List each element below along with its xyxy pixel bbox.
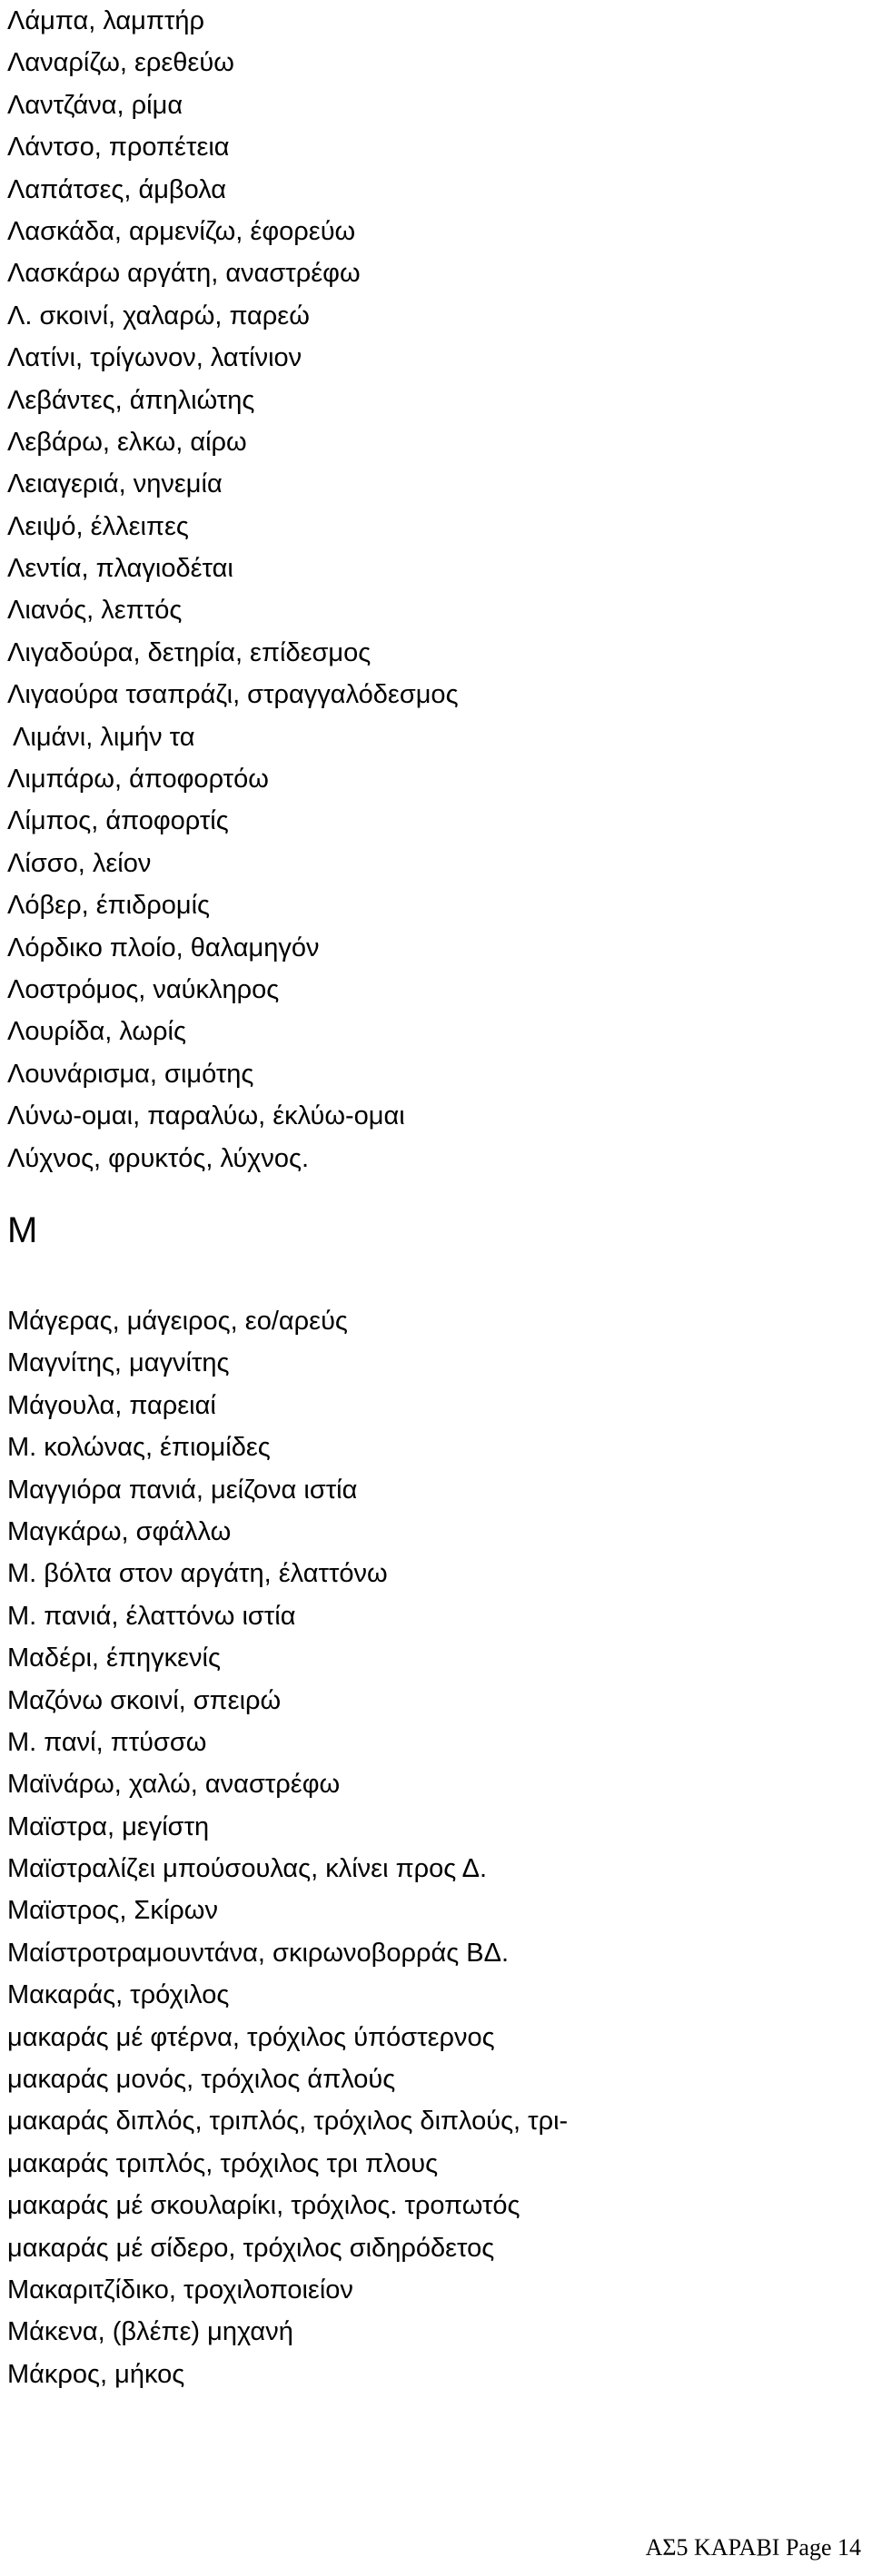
glossary-entry: μακαράς μέ σκουλαρίκι, τρόχιλος. τροπωτός xyxy=(7,2191,520,2221)
glossary-entry: μακαράς διπλός, τριπλός, τρόχιλος διπλούς, τρι- xyxy=(7,2107,569,2137)
glossary-entry: Μαγγιόρα πανιά, μείζονα ιστία xyxy=(7,1475,358,1505)
glossary-entry: Λουρίδα, λωρίς xyxy=(7,1017,186,1047)
glossary-entry: Λόρδικο πλοίο, θαλαμηγόν xyxy=(7,933,320,962)
glossary-entry: Λίσσο, λείον xyxy=(7,848,152,878)
glossary-entry: Μακαράς, τρόχιλος xyxy=(7,1980,230,2010)
glossary-entry: Λεβάρω, ελκω, αίρω xyxy=(7,427,247,457)
glossary-entry: Λιγαδούρα, δετηρία, επίδεσμος xyxy=(7,637,372,667)
glossary-entry: Μαίστροτραμουντάνα, σκιρωνοβορράς ΒΔ. xyxy=(7,1938,510,1968)
glossary-entry: Μαϊνάρω, χαλώ, αναστρέφω xyxy=(7,1770,341,1800)
glossary-entry: Λύνω-ομαι, παραλύω, έκλύω-ομαι xyxy=(7,1101,405,1131)
glossary-entry: Λασκάρω αργάτη, αναστρέφω xyxy=(7,259,361,289)
glossary-entry: Μαδέρι, έπηγκενίς xyxy=(7,1643,221,1673)
glossary-section-l xyxy=(7,0,861,1179)
glossary-entry: Λουνάρισμα, σιμότης xyxy=(7,1059,254,1089)
glossary-entry: Μάκενα, (βλέπε) μηχανή xyxy=(7,2317,293,2347)
page-footer: ΑΣ5 ΚΑΡΑΒΙ Page 14 xyxy=(645,2534,861,2561)
glossary-entry: Λόβερ, έπιδρομίς xyxy=(7,891,210,921)
glossary-entry: Μακαριτζίδικο, τροχιλοποιείον xyxy=(7,2275,353,2305)
glossary-entry: Λίμπος, άποφορτίς xyxy=(7,806,229,836)
glossary-entry: Λάμπα, λαμπτήρ xyxy=(7,6,204,35)
glossary-entry: Μάκρος, μήκος xyxy=(7,2359,185,2389)
glossary-entry: Λιμπάρω, άποφορτόω xyxy=(7,765,269,795)
glossary-entry: μακαράς μέ σίδερο, τρόχιλος σιδηρόδετος xyxy=(7,2233,495,2263)
glossary-entry: Μ. πανί, πτύσσω xyxy=(7,1727,207,1757)
glossary-entry: Μάγουλα, παρειαί xyxy=(7,1390,216,1420)
glossary-entry: Μαϊστραλίζει μπούσουλας, κλίνει προς Δ. xyxy=(7,1854,488,1884)
glossary-entry: Λεντία, πλαγιοδέται xyxy=(7,554,233,584)
glossary-entry: Λάντσο, προπέτεια xyxy=(7,133,230,163)
glossary-entry: Λ. σκοινί, χαλαρώ, παρεώ xyxy=(7,301,310,331)
glossary-entry: Λαντζάνα, ρίμα xyxy=(7,90,183,120)
glossary-entry: Μάγερας, μάγειρος, εο/αρεύς xyxy=(7,1307,348,1336)
glossary-entry: Μ. πανιά, έλαττόνω ιστία xyxy=(7,1601,296,1631)
glossary-entry: Λοστρόμος, ναύκληρος xyxy=(7,974,280,1004)
glossary-entry: Μαϊστρος, Σκίρων xyxy=(7,1896,218,1926)
glossary-entry: Μαγκάρω, σφάλλω xyxy=(7,1516,232,1546)
glossary-entry: Λιγαούρα τσαπράζι, στραγγαλόδεσμος xyxy=(7,680,459,710)
glossary-entry: Μαγνίτης, μαγνίτης xyxy=(7,1348,230,1378)
glossary-entry: Λαναρίζω, ερεθεύω xyxy=(7,48,234,78)
glossary-entry: Λειαγεριά, νηνεμία xyxy=(7,469,223,499)
section-heading-m: Μ xyxy=(7,1210,38,1250)
glossary-entry: Λεβάντες, άπηλιώτης xyxy=(7,385,255,415)
glossary-entry: Μ. βόλτα στον αργάτη, έλαττόνω xyxy=(7,1559,388,1589)
glossary-entry: Λιμάνι, λιμήν τα xyxy=(13,722,195,752)
glossary-entry: μακαράς μονός, τρόχιλος άπλούς xyxy=(7,2065,396,2095)
glossary-entry: Λασκάδα, αρμενίζω, έφορεύω xyxy=(7,216,356,246)
glossary-entry: Μ. κολώνας, έπιομίδες xyxy=(7,1433,271,1463)
glossary-entry: Λιανός, λεπτός xyxy=(7,596,183,626)
glossary-section-m xyxy=(7,1300,861,2395)
glossary-entry: Λατίνι, τρίγωνον, λατίνιον xyxy=(7,343,302,373)
glossary-entry: Μαϊστρα, μεγίστη xyxy=(7,1811,210,1841)
glossary-entry: μακαράς τριπλός, τρόχιλος τρι πλους xyxy=(7,2148,439,2178)
glossary-entry: Λειψό, έλλειπες xyxy=(7,511,189,541)
glossary-entry: μακαράς μέ φτέρνα, τρόχιλος ύπόστερνος xyxy=(7,2022,495,2052)
glossary-entry: Λαπάτσες, άμβολα xyxy=(7,174,227,204)
glossary-entry: Μαζόνω σκοινί, σπειρώ xyxy=(7,1685,282,1715)
glossary-entry: Λύχνος, φρυκτός, λύχνος. xyxy=(7,1143,310,1173)
